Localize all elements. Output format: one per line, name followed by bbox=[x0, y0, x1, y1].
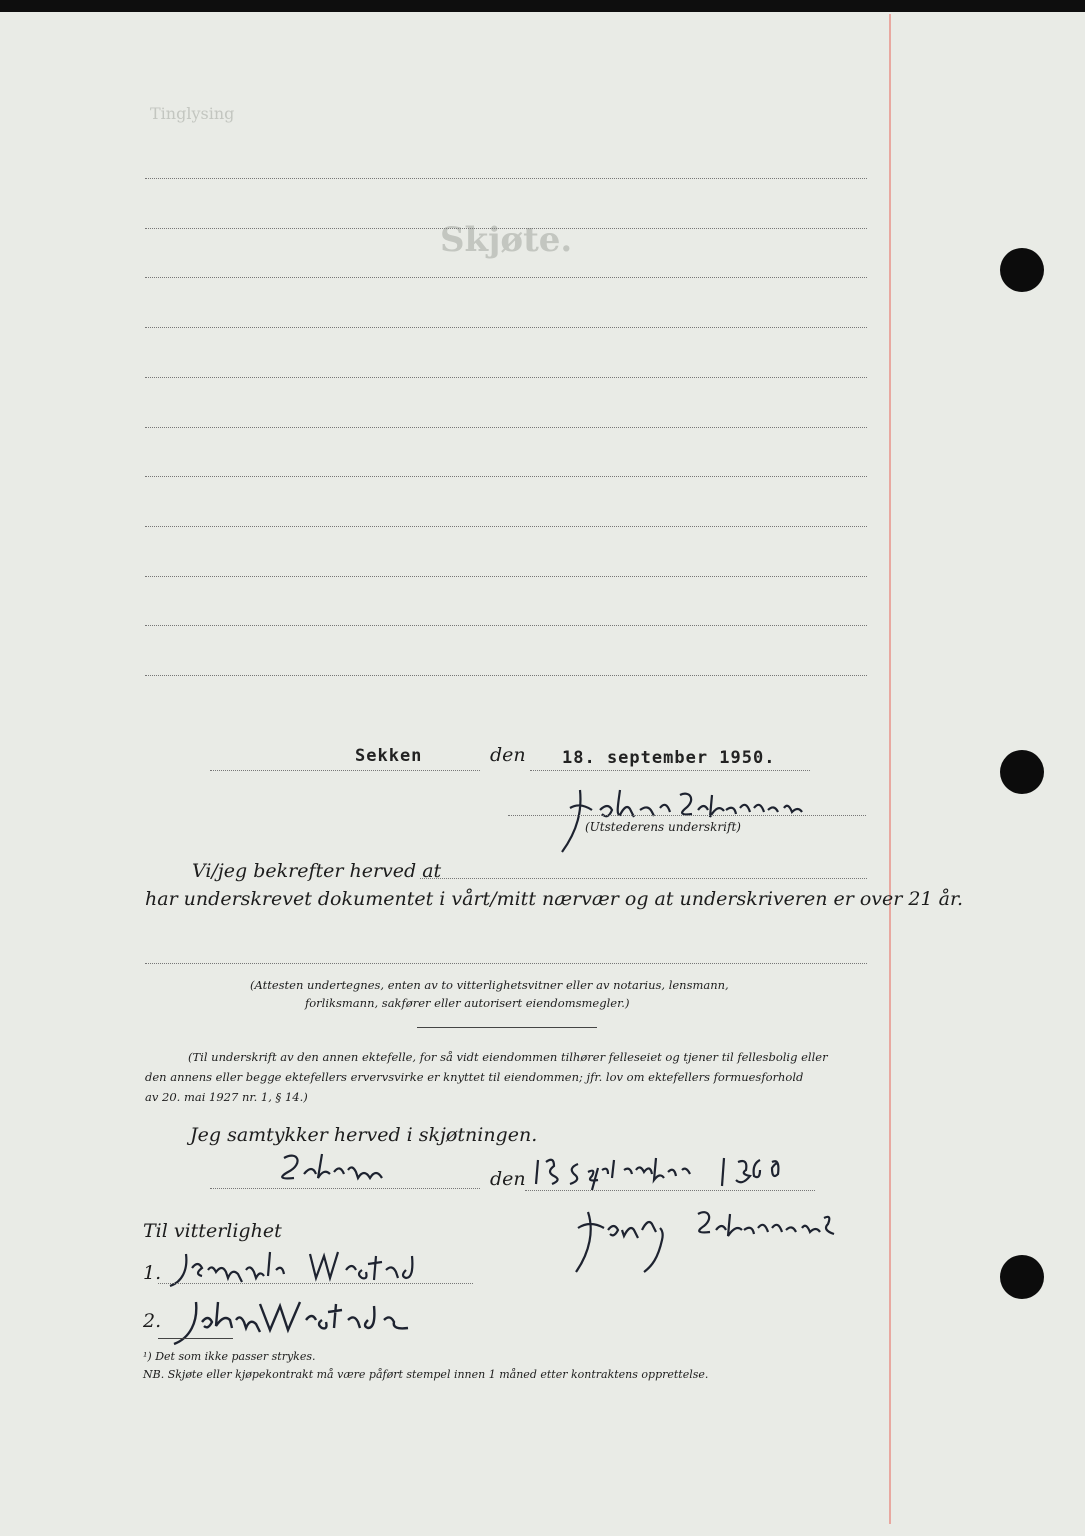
footnote-1: ¹) Det som ikke passer strykes. bbox=[143, 1350, 316, 1363]
footnote-2: NB. Skjøte eller kjøpekontrakt må være påført stempel innen 1 måned etter kontraktens opprettelse. bbox=[143, 1368, 709, 1381]
body-line bbox=[145, 277, 867, 278]
body-line bbox=[145, 625, 867, 626]
body-line bbox=[145, 377, 867, 378]
body-line bbox=[145, 178, 867, 179]
place-line bbox=[210, 770, 480, 771]
place-typed: Sekken bbox=[355, 746, 423, 766]
consent-statement: Jeg samtykker herved i skjøtningen. bbox=[190, 1124, 538, 1146]
consent-date-line bbox=[525, 1190, 815, 1191]
consent-place-line bbox=[210, 1188, 480, 1189]
consent-date-handwriting bbox=[528, 1148, 818, 1194]
spouse-note-1: (Til underskrift av den annen ektefelle, for så vidt eiendommen tilhører felleseiet og tjener til fellesbolig eller bbox=[188, 1050, 828, 1064]
spouse-signature bbox=[548, 1200, 878, 1280]
date-line bbox=[530, 770, 810, 771]
attest-line bbox=[145, 963, 867, 964]
issuer-caption: (Utstederens underskrift) bbox=[585, 820, 741, 834]
body-line bbox=[145, 327, 867, 328]
body-line bbox=[145, 526, 867, 527]
witness-statement-2: har underskrevet dokumentet i vårt/mitt nærvær og at underskriveren er over 21 år. bbox=[145, 888, 963, 910]
punch-hole bbox=[1000, 248, 1044, 292]
til-vitterlighet-label: Til vitterlighet bbox=[143, 1220, 282, 1242]
body-line bbox=[145, 228, 867, 229]
witness-1-line bbox=[158, 1283, 473, 1284]
spouse-note-2: den annens eller begge ektefellers ervervsvirke er knyttet til eiendommen; jfr. lov om ektefellers formuesforhold bbox=[145, 1070, 804, 1084]
consent-place-handwriting bbox=[268, 1148, 408, 1188]
punch-hole bbox=[1000, 750, 1044, 794]
faint-title: Skjøte. bbox=[440, 220, 573, 260]
body-line bbox=[145, 576, 867, 577]
witness-name-line bbox=[420, 878, 867, 879]
date-typed: 18. september 1950. bbox=[562, 748, 776, 768]
body-line bbox=[145, 476, 867, 477]
attest-note-1: (Attesten undertegnes, enten av to vitterlighetsvitner eller av notarius, lensmann, bbox=[250, 978, 729, 992]
witness-2-signature bbox=[160, 1290, 460, 1350]
punch-hole bbox=[1000, 1255, 1044, 1299]
body-line bbox=[145, 675, 867, 676]
attest-note-2: forliksmann, sakfører eller autorisert eiendomsmegler.) bbox=[305, 996, 630, 1010]
signature-line bbox=[508, 815, 866, 816]
faint-header: Tinglysing bbox=[150, 104, 235, 123]
body-line bbox=[145, 427, 867, 428]
margin-line bbox=[889, 14, 891, 1524]
separator bbox=[417, 1027, 597, 1028]
witness-2-line bbox=[158, 1338, 233, 1339]
witness-number-2: 2. bbox=[143, 1310, 162, 1332]
den-label-2: den bbox=[490, 1168, 526, 1190]
witness-statement-1: Vi/jeg bekrefter herved at bbox=[192, 860, 442, 882]
den-label: den bbox=[490, 744, 526, 766]
spouse-note-3: av 20. mai 1927 nr. 1, § 14.) bbox=[145, 1090, 308, 1104]
witness-number-1: 1. bbox=[143, 1262, 162, 1284]
